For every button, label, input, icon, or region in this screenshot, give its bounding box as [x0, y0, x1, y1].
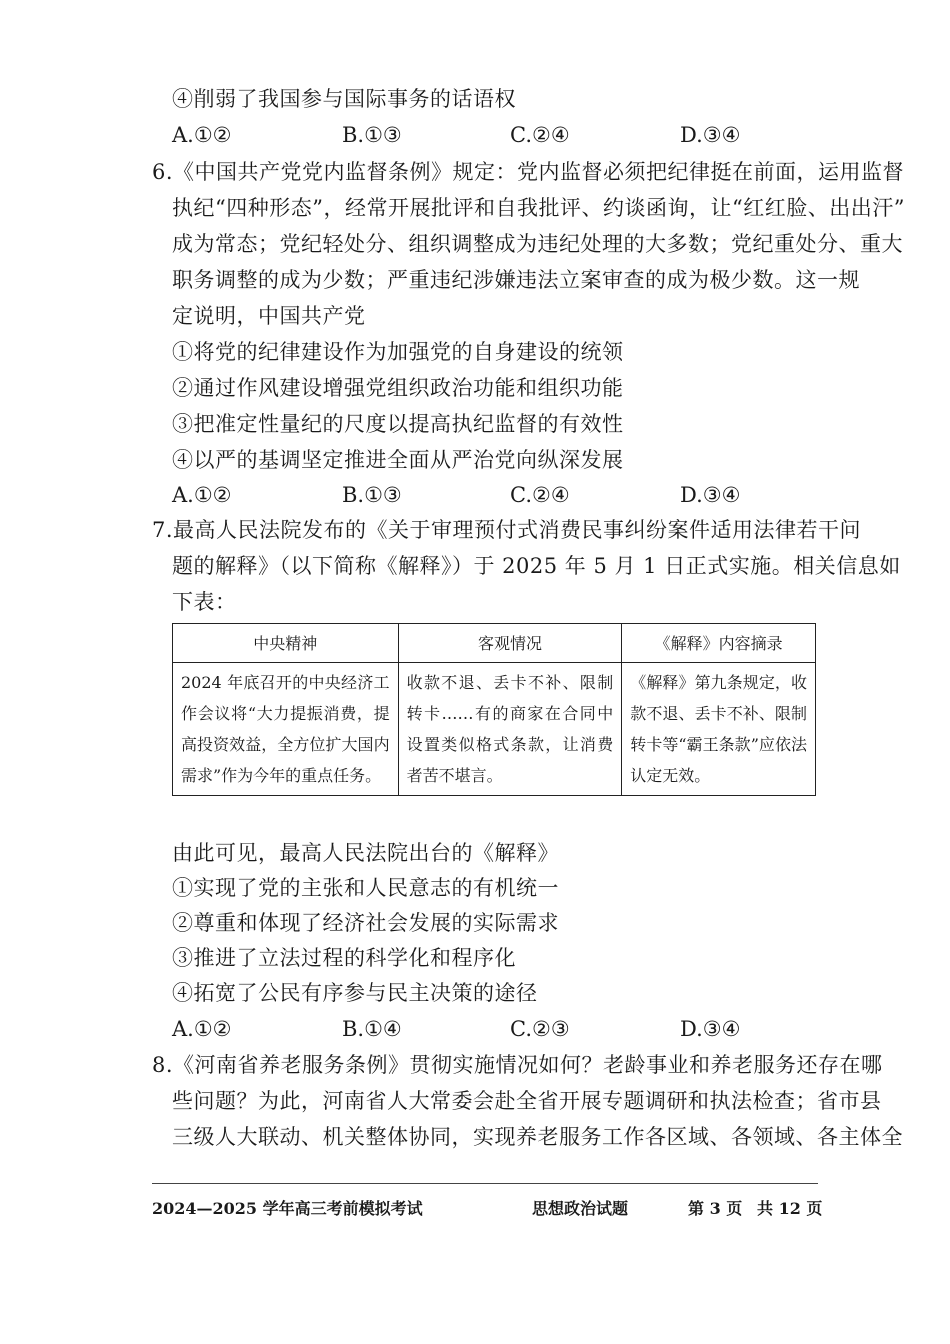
- q7-option-a: A.①②: [172, 1017, 232, 1041]
- table-header-objective-situation: 客观情况: [398, 624, 622, 663]
- q7-item-4: ④拓宽了公民有序参与民主决策的途径: [172, 981, 538, 1005]
- q7-stem-line-3: 下表：: [172, 590, 237, 614]
- q5-option-d: D.③④: [680, 123, 741, 147]
- q6-item-2: ②通过作风建设增强党组织政治功能和组织功能: [172, 376, 624, 400]
- q5-option-a: A.①②: [172, 123, 232, 147]
- q7-question-stem: 由此可见，最高人民法院出台的《解释》: [172, 841, 559, 865]
- q7-options: [172, 1014, 812, 1044]
- q7-option-c: C.②③: [510, 1017, 570, 1041]
- footer-subject: 思想政治试题: [532, 1199, 629, 1218]
- q5-item-4: ④削弱了我国参与国际事务的话语权: [172, 87, 516, 111]
- table-row: [173, 663, 816, 796]
- q7-stem-line-2: 题的解释》（以下简称《解释》）于 2025 年 5 月 1 日正式实施。相关信息如: [172, 554, 901, 578]
- q7-option-b: B.①④: [342, 1017, 402, 1041]
- q6-stem-line-1: 6.《中国共产党党内监督条例》规定：党内监督必须把纪律挺在前面，运用监督: [152, 160, 905, 184]
- q7-item-3: ③推进了立法过程的科学化和程序化: [172, 946, 516, 970]
- q7-item-2: ②尊重和体现了经济社会发展的实际需求: [172, 911, 559, 935]
- q8-stem-line-1: 8.《河南省养老服务条例》贯彻实施情况如何？老龄事业和养老服务还存在哪: [152, 1053, 883, 1077]
- q6-item-4: ④以严的基调坚定推进全面从严治党向纵深发展: [172, 448, 624, 472]
- table-cell-objective-situation: 收款不退、丢卡不补、限制转卡……有的商家在合同中设置类似格式条款，让消费者苦不堪言。: [398, 663, 622, 796]
- footer-divider: [152, 1183, 818, 1184]
- q5-option-b: B.①③: [342, 123, 402, 147]
- q8-stem-line-2: 些问题？为此，河南省人大常委会赴全省开展专题调研和执法检查；省市县: [172, 1089, 882, 1113]
- q6-option-c: C.②④: [510, 483, 570, 507]
- q6-option-b: B.①③: [342, 483, 402, 507]
- q6-stem-line-4: 职务调整的成为少数；严重违纪涉嫌违法立案审查的成为极少数。这一规: [172, 268, 860, 292]
- table-header-interpretation-excerpt: 《解释》内容摘录: [622, 624, 816, 663]
- q6-options: [172, 480, 812, 510]
- q6-item-3: ③把准定性量纪的尺度以提高执纪监督的有效性: [172, 412, 624, 436]
- q6-option-d: D.③④: [680, 483, 741, 507]
- table-header-central-spirit: 中央精神: [173, 624, 399, 663]
- q5-option-c: C.②④: [510, 123, 570, 147]
- q6-stem-line-5: 定说明，中国共产党: [172, 304, 366, 328]
- q6-stem-line-2: 执纪“四种形态”，经常开展批评和自我批评、约谈函询，让“红红脸、出出汗”: [172, 196, 905, 220]
- q7-info-table: [172, 623, 816, 796]
- table-cell-interpretation-excerpt: 《解释》第九条规定，收款不退、丢卡不补、限制转卡等“霸王条款”应依法认定无效。: [622, 663, 816, 796]
- q7-stem-line-1: 7.最高人民法院发布的《关于审理预付式消费民事纠纷案件适用法律若干问: [152, 518, 862, 542]
- footer-exam-title: 2024—2025 学年高三考前模拟考试: [152, 1199, 423, 1218]
- q6-option-a: A.①②: [172, 483, 232, 507]
- table-header-row: [173, 624, 816, 663]
- q6-stem-line-3: 成为常态；党纪轻处分、组织调整成为违纪处理的大多数；党纪重处分、重大: [172, 232, 903, 256]
- q7-item-1: ①实现了党的主张和人民意志的有机统一: [172, 876, 559, 900]
- q6-item-1: ①将党的纪律建设作为加强党的自身建设的统领: [172, 340, 624, 364]
- q7-option-d: D.③④: [680, 1017, 741, 1041]
- table-cell-central-spirit: 2024 年底召开的中央经济工作会议将“大力提振消费，提高投资效益，全方位扩大国内需求”作为今年的重点任务。: [173, 663, 399, 796]
- footer-page-number: 第 3 页: [688, 1199, 743, 1218]
- q5-options: [172, 120, 812, 150]
- footer-total-pages: 共 12 页: [757, 1199, 823, 1218]
- q8-stem-line-3: 三级人大联动、机关整体协同，实现养老服务工作各区域、各领域、各主体全: [172, 1125, 903, 1149]
